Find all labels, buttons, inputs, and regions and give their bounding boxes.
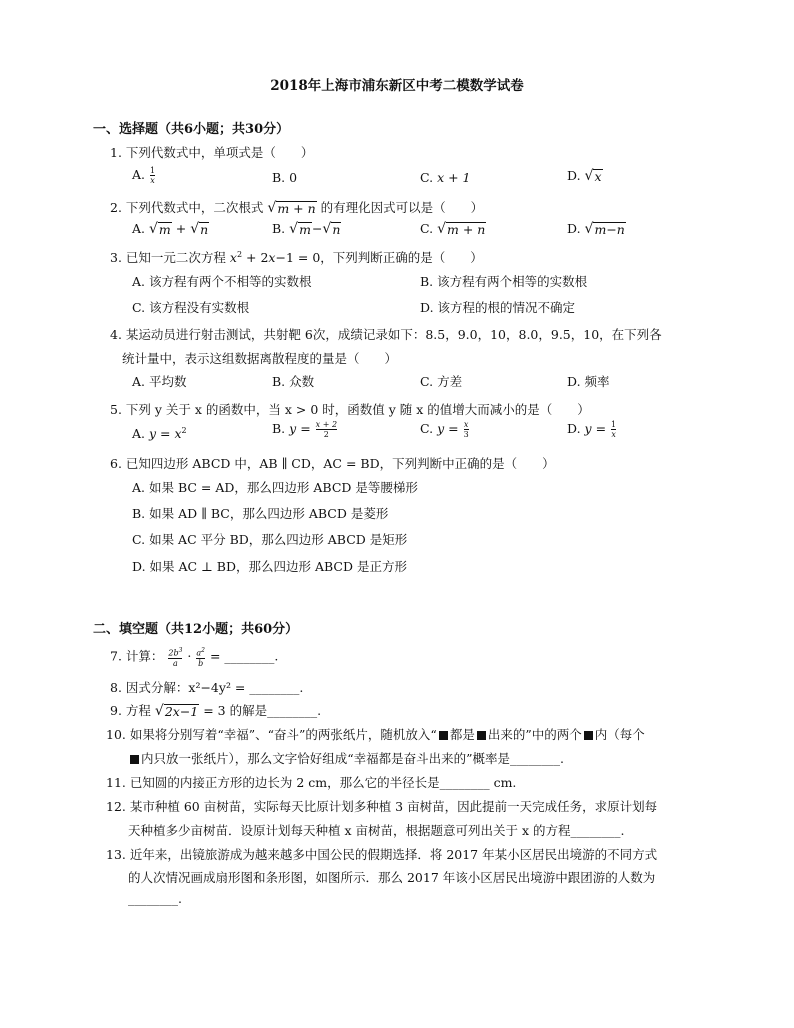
q6-option-a: A. 如果 BC = AD，那么四边形 ABCD 是等腰梯形 bbox=[132, 480, 418, 495]
question-5-stem: 5. 下列 y 关于 x 的函数中，当 x > 0 时，函数值 y 随 x 的值增大而减小的是（ ） bbox=[110, 402, 590, 417]
q2-option-a: A. √ m + √ n bbox=[132, 221, 209, 237]
q1-option-d: D. √ x bbox=[567, 168, 602, 184]
q2-option-d: D. √ m−n bbox=[567, 221, 625, 237]
q3-option-a: A. 该方程有两个不相等的实数根 bbox=[132, 274, 312, 289]
question-6-stem: 6. 已知四边形 ABCD 中，AB ∥ CD，AC = BD，下列判断中正确的是（ ） bbox=[110, 456, 555, 471]
sqrt-m-plus-n: √ m + n bbox=[267, 200, 316, 216]
square-box-icon bbox=[130, 755, 139, 764]
question-10-line2: 内只放一张纸片），那么文字恰好组成“幸福都是奋斗出来的”概率是________. bbox=[128, 749, 564, 767]
question-1-stem: 1. 下列代数式中，单项式是（ ） bbox=[110, 145, 314, 160]
square-box-icon bbox=[584, 731, 593, 740]
q4-option-a: A. 平均数 bbox=[132, 374, 187, 389]
q1-option-a: A. $\frac{1}{x}$ bbox=[132, 166, 156, 185]
question-13-line1: 13. 近年来，出镜旅游成为越来越多中国公民的假期选择．将 2017 年某小区居民出境游的不同方式 bbox=[106, 847, 658, 862]
section-heading-fill: 二、填空题（共12小题；共60分） bbox=[93, 622, 299, 637]
q5-option-c: C. y = $\frac{x}{3}$ bbox=[420, 420, 469, 439]
question-12-line1: 12. 某市种植 60 亩树苗，实际每天比原计划多种植 3 亩树苗，因此提前一天完成任务，求原计划每 bbox=[106, 799, 658, 814]
question-10-line1: 10. 如果将分别写着“幸福”、“奋斗”的两张纸片，随机放入“ 都是 出来的”中的两个 内（每个 bbox=[106, 727, 645, 742]
q5-option-a: A. $y = x^2$ bbox=[132, 426, 187, 442]
question-3-stem: 3. 已知一元二次方程 $x^2 + 2x-1 = 0$，下列判断正确的是（ ） bbox=[110, 249, 483, 265]
q6-option-d: D. 如果 AC ⊥ BD，那么四边形 ABCD 是正方形 bbox=[132, 559, 407, 574]
q1-option-b: B. 0 bbox=[272, 170, 298, 185]
q1-option-c: C. x + 1 bbox=[420, 170, 471, 185]
section-heading-choice: 一、选择题（共6小题；共30分） bbox=[93, 122, 290, 137]
question-2-stem: 2. 下列代数式中，二次根式 √ m + n 的有理化因式可以是（ ） bbox=[110, 200, 484, 216]
question-13-line2: 的人次情况画成扇形图和条形图，如图所示．那么 2017 年该小区居民出境游中跟团游的人数为 bbox=[128, 870, 656, 885]
page-title: 2018年上海市浦东新区中考二模数学试卷 bbox=[270, 78, 524, 94]
question-13-line3: ________. bbox=[128, 891, 182, 906]
q2-option-c: C. √ m + n bbox=[420, 221, 486, 237]
q6-option-c: C. 如果 AC 平分 BD，那么四边形 ABCD 是矩形 bbox=[132, 532, 408, 547]
q4-option-c: C. 方差 bbox=[420, 374, 463, 389]
question-8: 8. 因式分解：x²−4y² = ________. bbox=[110, 680, 304, 695]
q3-option-b: B. 该方程有两个相等的实数根 bbox=[420, 274, 588, 289]
q5-option-d: D. y = $\frac{1}{x}$ bbox=[567, 420, 617, 439]
q2-option-b: B. √ m − √ n bbox=[272, 221, 341, 237]
question-12-line2: 天种植多少亩树苗．设原计划每天种植 x 亩树苗，根据题意可列出关于 x 的方程________. bbox=[128, 823, 625, 838]
square-box-icon bbox=[439, 731, 448, 740]
sqrt-x: √ x bbox=[584, 168, 602, 184]
q3-option-d: D. 该方程的根的情况不确定 bbox=[420, 300, 576, 315]
q4-option-b: B. 众数 bbox=[272, 374, 315, 389]
q5-option-b: B. y = $\frac{x + 2}{2}$ bbox=[272, 420, 338, 439]
square-box-icon bbox=[477, 731, 486, 740]
question-4-line2: 统计量中，表示这组数据离散程度的量是（ ） bbox=[122, 351, 398, 366]
fraction-1-over-x: $\frac{1}{x}$ bbox=[150, 166, 156, 185]
q6-option-b: B. 如果 AD ∥ BC，那么四边形 ABCD 是菱形 bbox=[132, 506, 389, 521]
question-7: 7. 计算： $\frac{2b^3}{a}$ · $\frac{a^2}{b}$ = ________. bbox=[110, 647, 279, 668]
question-11: 11. 已知圆的内接正方形的边长为 2 cm，那么它的半径长是________ cm. bbox=[106, 775, 517, 790]
q3-option-c: C. 该方程没有实数根 bbox=[132, 300, 250, 315]
q4-option-d: D. 频率 bbox=[567, 374, 610, 389]
question-4-line1: 4. 某运动员进行射击测试，共射靶 6次，成绩记录如下：8.5，9.0，10，8.0，9.5，10，在下列各 bbox=[110, 327, 662, 342]
question-9: 9. 方程 √ 2x−1 = 3 的解是________. bbox=[110, 703, 322, 719]
